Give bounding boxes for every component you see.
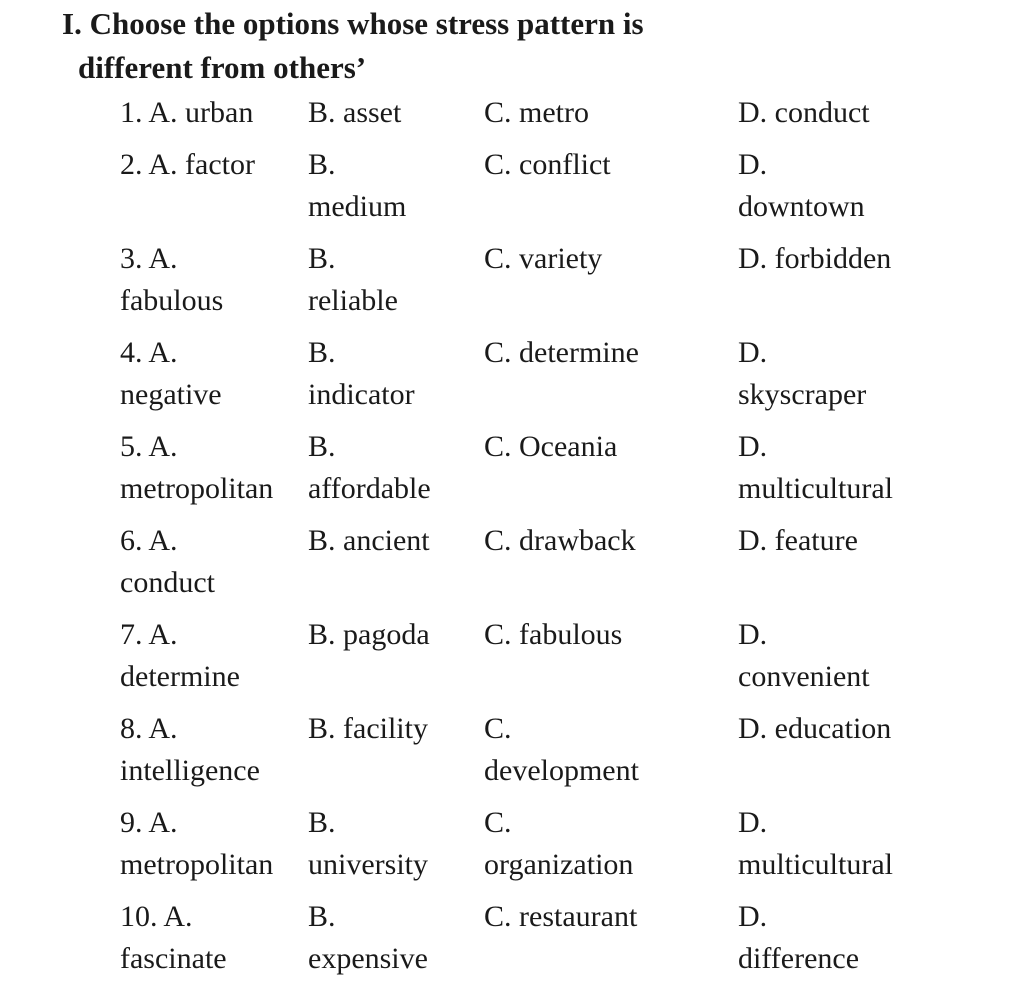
option-a: 4. A. negative <box>120 336 222 411</box>
option-c: C. metro <box>484 96 589 129</box>
option-b: B. affordable <box>308 430 431 505</box>
question-row-6 <box>120 520 940 614</box>
option-b: B. pagoda <box>308 618 430 651</box>
option-b: B. indicator <box>308 336 415 411</box>
option-a: 1. A. urban <box>120 96 254 129</box>
question-row-7 <box>120 614 940 708</box>
option-a: 7. A. determine <box>120 618 240 693</box>
option-c: C. fabulous <box>484 618 623 651</box>
option-b: B. facility <box>308 712 428 745</box>
option-b: B. expensive <box>308 900 428 975</box>
option-d: D. skyscraper <box>738 336 867 411</box>
option-a: 2. A. factor <box>120 148 255 181</box>
heading-line-1: I. Choose the options whose stress pattern is <box>62 6 644 41</box>
option-d: D. downtown <box>738 148 865 223</box>
option-a: 8. A. intelligence <box>120 712 260 787</box>
option-d: D. feature <box>738 524 858 557</box>
option-d: D. forbidden <box>738 242 892 275</box>
exercise-heading <box>62 2 762 90</box>
option-c: C. variety <box>484 242 603 275</box>
question-list <box>120 92 940 990</box>
question-row-3 <box>120 238 940 332</box>
option-a: 3. A. fabulous <box>120 242 224 317</box>
heading-line-2: different from others’ <box>78 50 367 85</box>
option-b: B. reliable <box>308 242 398 317</box>
option-c: C. restaurant <box>484 900 638 933</box>
option-d: D. multicultural <box>738 806 893 881</box>
option-b: B. medium <box>308 148 407 223</box>
question-row-5 <box>120 426 940 520</box>
option-c: C. Oceania <box>484 430 618 463</box>
question-row-4 <box>120 332 940 426</box>
option-a: 6. A. conduct <box>120 524 215 599</box>
question-row-10 <box>120 896 940 990</box>
option-b: B. asset <box>308 96 402 129</box>
option-b: B. ancient <box>308 524 430 557</box>
option-c: C. conflict <box>484 148 611 181</box>
option-d: D. difference <box>738 900 860 975</box>
option-d: D. education <box>738 712 892 745</box>
option-d: D. conduct <box>738 96 870 129</box>
question-row-2 <box>120 144 940 238</box>
option-c: C. development <box>484 712 639 787</box>
option-d: D. multicultural <box>738 430 893 505</box>
option-b: B. university <box>308 806 428 881</box>
question-row-8 <box>120 708 940 802</box>
option-a: 10. A. fascinate <box>120 900 227 975</box>
option-a: 9. A. metropolitan <box>120 806 274 881</box>
option-a: 5. A. metropolitan <box>120 430 274 505</box>
option-c: C. drawback <box>484 524 636 557</box>
option-d: D. convenient <box>738 618 870 693</box>
question-row-9 <box>120 802 940 896</box>
option-c: C. organization <box>484 806 634 881</box>
option-c: C. determine <box>484 336 639 369</box>
question-row-1 <box>120 92 940 144</box>
